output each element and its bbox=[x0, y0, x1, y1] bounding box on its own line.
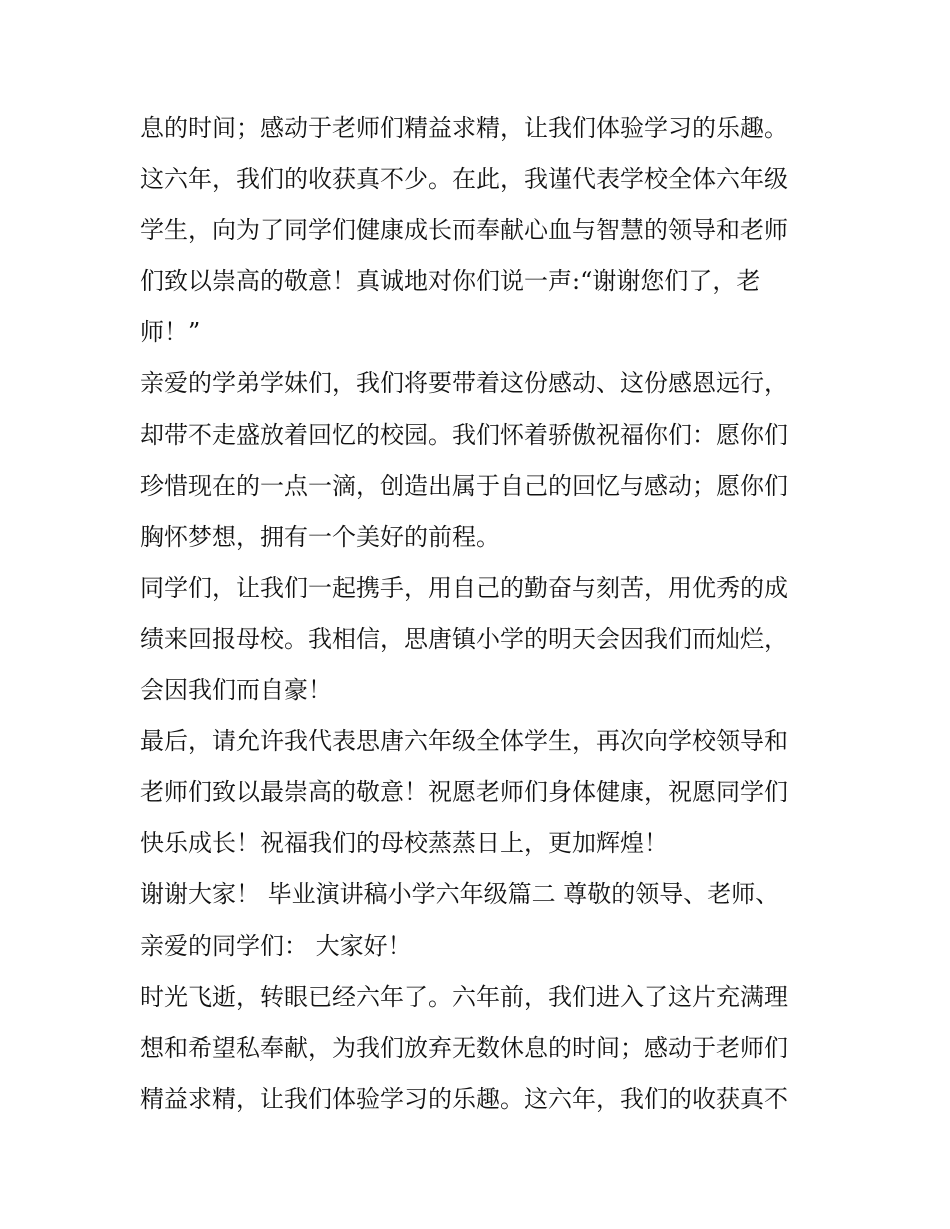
text-line: 时光飞逝，转眼已经六年了。六年前，我们进入了这片充满理 bbox=[140, 982, 788, 1011]
text-line: 会因我们而自豪！ bbox=[140, 676, 332, 705]
text-line: 同学们，让我们一起携手，用自己的勤奋与刻苦，用优秀的成 bbox=[140, 573, 788, 602]
text-line: 想和希望私奉献，为我们放弃无数休息的时间；感动于老师们 bbox=[140, 1033, 788, 1062]
text-line: 这六年，我们的收获真不少。在此，我谨代表学校全体六年级 bbox=[140, 165, 788, 194]
text-line: 却带不走盛放着回忆的校园。我们怀着骄傲祝福你们：愿你们 bbox=[140, 420, 788, 449]
text-line: 精益求精，让我们体验学习的乐趣。这六年，我们的收获真不 bbox=[140, 1084, 788, 1113]
body-text bbox=[140, 103, 820, 1125]
text-line: 谢谢大家！ 毕业演讲稿小学六年级篇二 尊敬的领导、老师、 bbox=[140, 880, 780, 909]
text-line: 老师们致以最崇高的敬意！祝愿老师们身体健康，祝愿同学们 bbox=[140, 778, 788, 807]
text-line: 亲爱的学弟学妹们，我们将要带着这份感动、这份感恩远行， bbox=[140, 369, 788, 398]
text-line: 胸怀梦想，拥有一个美好的前程。 bbox=[140, 522, 500, 551]
text-line: 珍惜现在的一点一滴，创造出属于自己的回忆与感动；愿你们 bbox=[140, 471, 788, 500]
text-line: 息的时间；感动于老师们精益求精，让我们体验学习的乐趣。 bbox=[140, 114, 788, 142]
text-line: 绩来回报母校。我相信，思唐镇小学的明天会因我们而灿烂， bbox=[140, 624, 788, 653]
text-line: 师！” bbox=[140, 318, 201, 347]
text-line: 们致以崇高的敬意！真诚地对你们说一声:“谢谢您们了，老 bbox=[140, 267, 761, 296]
text-line: 学生，向为了同学们健康成长而奉献心血与智慧的领导和老师 bbox=[140, 216, 788, 245]
text-line: 亲爱的同学们： 大家好！ bbox=[140, 931, 412, 960]
text-line: 快乐成长！祝福我们的母校蒸蒸日上，更加辉煌！ bbox=[140, 829, 668, 858]
text-line: 最后，请允许我代表思唐六年级全体学生，再次向学校领导和 bbox=[140, 727, 788, 756]
